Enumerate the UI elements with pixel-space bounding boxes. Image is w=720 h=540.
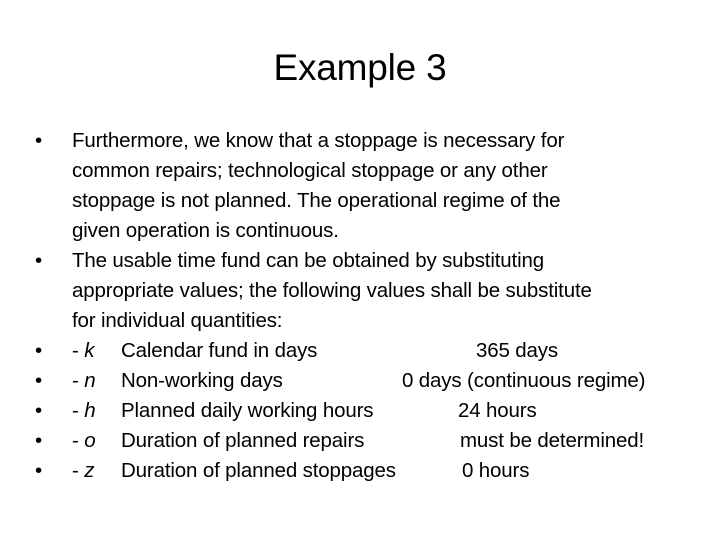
bullet-paragraph-1	[0, 126, 720, 246]
quantity-row-o	[0, 426, 720, 456]
quantity-value: 24 hours	[458, 399, 537, 422]
quantity-symbol	[72, 396, 96, 426]
paragraph-line: The usable time fund can be obtained by substituting	[72, 249, 544, 272]
symbol-letter: k	[84, 339, 95, 362]
bullet-icon: •	[35, 369, 43, 392]
quantity-description: Duration of planned stoppages	[121, 459, 396, 482]
symbol-letter: n	[84, 369, 96, 392]
quantity-description: Calendar fund in days	[121, 339, 318, 362]
symbol-letter: h	[84, 399, 96, 422]
quantity-description: Duration of planned repairs	[121, 429, 365, 452]
bullet-icon: •	[35, 339, 43, 362]
bullet-list	[0, 126, 720, 486]
dash: -	[72, 399, 85, 422]
quantity-symbol	[72, 426, 96, 456]
paragraph-line: for individual quantities:	[72, 309, 283, 332]
quantity-value: 365 days	[476, 339, 559, 362]
dash: -	[72, 429, 85, 452]
bullet-paragraph-2	[0, 246, 720, 336]
symbol-letter: o	[84, 429, 96, 452]
quantity-row-n	[0, 366, 720, 396]
bullet-icon: •	[35, 459, 43, 482]
paragraph-line: stoppage is not planned. The operational regime of the	[72, 189, 561, 212]
paragraph-line: common repairs; technological stoppage or any other	[72, 159, 548, 182]
quantity-description: Planned daily working hours	[121, 399, 374, 422]
paragraph-line: given operation is continuous.	[72, 219, 339, 242]
paragraph-line: appropriate values; the following values shall be substitute	[72, 279, 592, 302]
paragraph-line: Furthermore, we know that a stoppage is necessary for	[72, 129, 565, 152]
quantity-symbol	[72, 456, 94, 486]
dash: -	[72, 339, 85, 362]
quantity-description: Non-working days	[121, 369, 283, 392]
bullet-icon: •	[35, 429, 43, 452]
dash: -	[72, 459, 85, 482]
dash: -	[72, 369, 85, 392]
slide-title: Example 3	[273, 47, 447, 88]
symbol-letter: z	[84, 459, 95, 482]
quantity-row-z	[0, 456, 720, 486]
quantity-symbol	[72, 366, 96, 396]
quantity-row-k	[0, 336, 720, 366]
quantity-value: must be determined!	[460, 429, 645, 452]
bullet-icon: •	[35, 249, 43, 272]
bullet-icon: •	[35, 129, 43, 152]
quantity-symbol	[72, 336, 94, 366]
quantity-value: 0 hours	[462, 459, 530, 482]
quantity-value: 0 days (continuous regime)	[402, 369, 646, 392]
quantity-row-h	[0, 396, 720, 426]
bullet-icon: •	[35, 399, 43, 422]
